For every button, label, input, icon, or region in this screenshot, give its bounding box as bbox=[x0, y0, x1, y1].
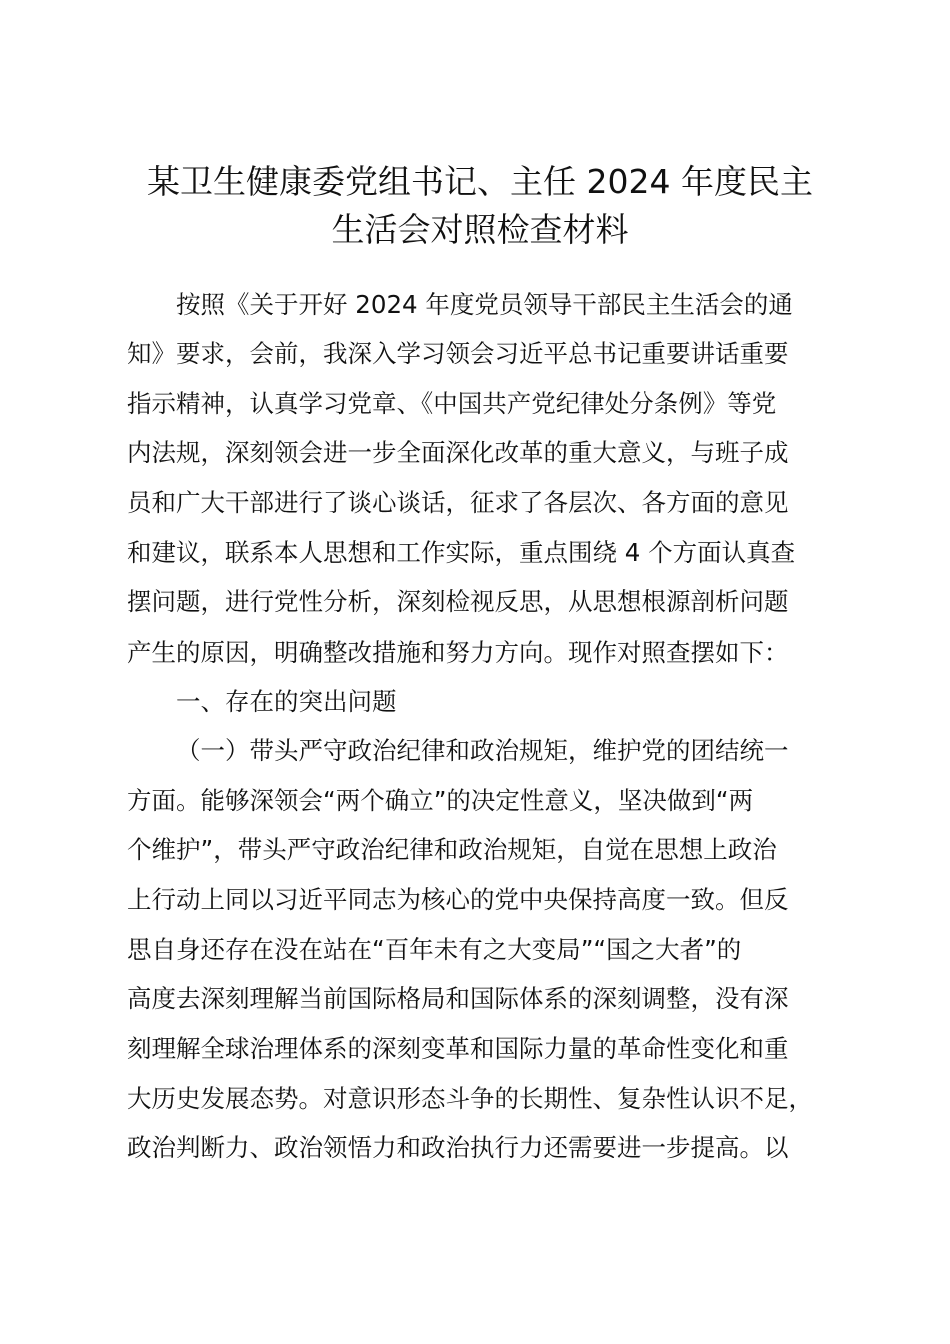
section-line: 个维护”，带头严守政治纪律和政治规矩，自觉在思想上政治 bbox=[127, 835, 777, 864]
section-line: 上行动上同以习近平同志为核心的党中央保持高度一致。但反 bbox=[127, 885, 789, 914]
intro-line: 摆问题，进行党性分析，深刻检视反思，从思想根源剖析问题 bbox=[127, 587, 789, 616]
section-heading: 一、存在的突出问题 bbox=[176, 687, 397, 716]
section-line: （一）带头严守政治纪律和政治规矩，维护党的团结统一 bbox=[176, 736, 789, 765]
section-line: 大历史发展态势。对意识形态斗争的长期性、复杂性认识不足， bbox=[127, 1084, 813, 1113]
intro-line: 内法规，深刻领会进一步全面深化改革的重大意义，与班子成 bbox=[127, 438, 789, 467]
section-line: 高度去深刻理解当前国际格局和国际体系的深刻调整，没有深 bbox=[127, 984, 789, 1013]
intro-line: 指示精神，认真学习党章、《中国共产党纪律处分条例》等党 bbox=[127, 389, 777, 418]
intro-line: 产生的原因，明确整改措施和努力方向。现作对照查摆如下： bbox=[127, 638, 789, 667]
intro-line: 知》要求，会前，我深入学习领会习近平总书记重要讲话重要 bbox=[127, 339, 789, 368]
section-line: 思自身还存在没在站在“百年未有之大变局”“国之大者”的 bbox=[127, 935, 742, 964]
section-line: 刻理解全球治理体系的深刻变革和国际力量的革命性变化和重 bbox=[127, 1034, 789, 1063]
document-title-line-1: 某卫生健康委党组书记、主任 2024 年度民主 bbox=[147, 162, 813, 201]
section-line: 政治判断力、政治领悟力和政治执行力还需要进一步提高。以 bbox=[127, 1133, 789, 1162]
document-title-line-2: 生活会对照检查材料 bbox=[331, 210, 629, 249]
intro-line: 按照《关于开好 2024 年度党员领导干部民主生活会的通 bbox=[176, 290, 793, 319]
intro-line: 员和广大干部进行了谈心谈话，征求了各层次、各方面的意见 bbox=[127, 488, 789, 517]
intro-line: 和建议，联系本人思想和工作实际，重点围绕 4 个方面认真查 bbox=[127, 538, 796, 567]
section-line: 方面。能够深领会“两个确立”的决定性意义，坚决做到“两 bbox=[127, 786, 754, 815]
